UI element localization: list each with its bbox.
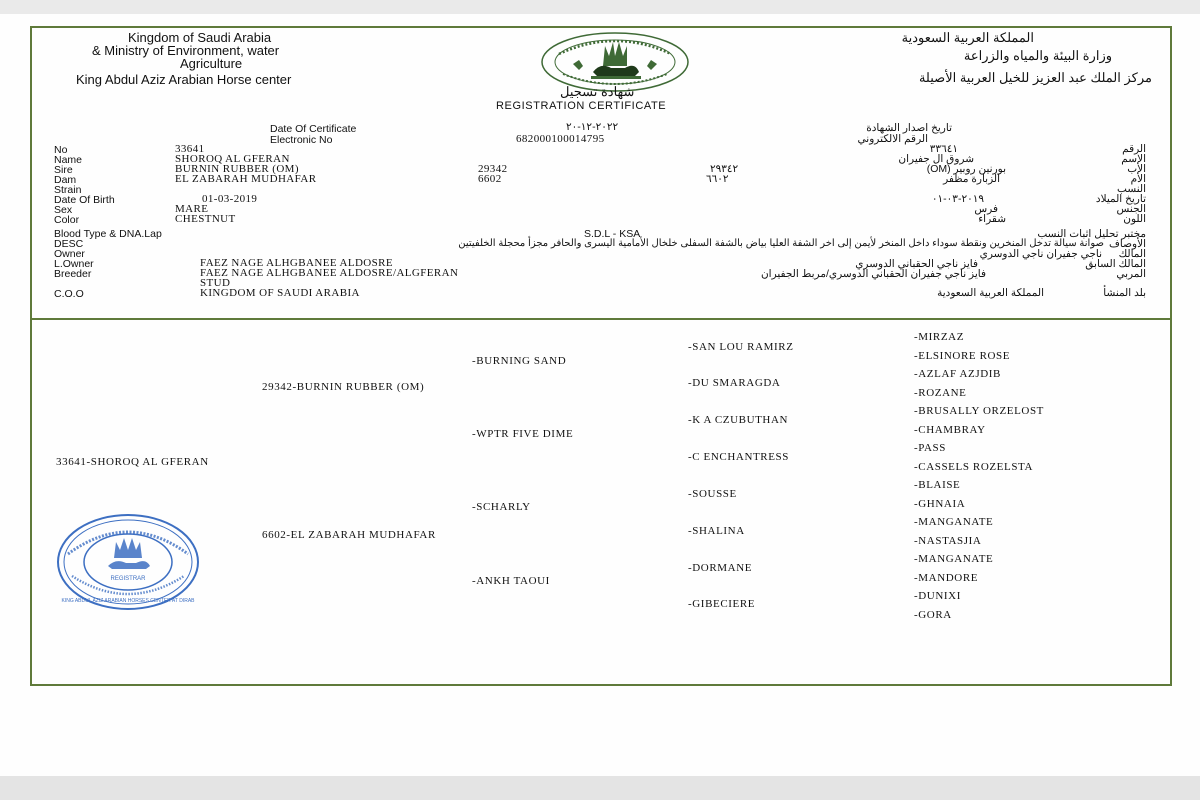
sex-value: MARE xyxy=(175,203,209,215)
strain-label-ar: النسب xyxy=(1117,183,1146,195)
pedigree-gen4-item: -CHAMBRAY xyxy=(914,424,986,436)
coo-value-ar: المملكة العربية السعودية xyxy=(937,287,1044,299)
desc-label-en: DESC xyxy=(54,238,84,250)
dob-value-ar: ٢٠١٩-٠٣-٠١ xyxy=(931,193,984,205)
name-value-ar: شروق ال جفيران xyxy=(898,153,974,165)
sex-label-en: Sex xyxy=(54,204,73,216)
desc-value-ar: صوانة سيالة تدخل المنخرين ونقطة سوداء داخل المنخر لأيمن إلى اخر الشفة العليا بياض بالشفة السفلى خلخال الأمامية اليسرى والحافر مجزأ محجلة الخلفيتين xyxy=(458,238,1104,249)
blood-value: S.D.L - KSA xyxy=(584,228,641,240)
sire-number: 29342 xyxy=(478,163,508,175)
header-en-line3: Agriculture xyxy=(180,56,243,71)
pedigree-gen3-item: -K A CZUBUTHAN xyxy=(688,414,789,426)
pedigree-gen4-item: -MANGANATE xyxy=(914,553,994,565)
dam-number: 6602 xyxy=(478,173,502,185)
sire-label-ar: الأب xyxy=(1127,163,1146,175)
border-left xyxy=(30,26,32,686)
stamp-ring-text: KING ABDUL AZIZ ARABIAN HORSES CENTER AT DIRAB xyxy=(61,598,195,604)
owner-value-ar: ناجي جفيران ناجي الدوسري xyxy=(979,248,1102,260)
color-value-ar: شقراء xyxy=(978,213,1006,225)
desc-label-ar: الأوصاف xyxy=(1109,238,1146,250)
pedigree-dam: 6602-EL ZABARAH MUDHAFAR xyxy=(262,529,436,541)
dam-value-ar: الزبارة مظفر xyxy=(943,173,1000,185)
l-owner-value: FAEZ NAGE ALHGBANEE ALDOSRE xyxy=(200,257,394,269)
pedigree-gen4-item: -GHNAIA xyxy=(914,498,966,510)
pedigree-gen4-item: -BLAISE xyxy=(914,479,961,491)
dob-label-ar: تاريخ الميلاد xyxy=(1095,193,1146,205)
dam-value: EL ZABARAH MUDHAFAR xyxy=(175,173,317,185)
sire-value: BURNIN RUBBER (OM) xyxy=(175,163,299,175)
owner-label-en: Owner xyxy=(54,248,85,260)
l-owner-label-ar: المالك السابق xyxy=(1085,258,1146,270)
name-value: SHOROQ AL GFERAN xyxy=(175,153,290,165)
border-bottom xyxy=(30,684,1172,686)
coo-value: KINGDOM OF SAUDI ARABIA xyxy=(200,287,360,299)
header-en-line1: Kingdom of Saudi Arabia xyxy=(128,30,272,45)
coo-label-en: C.O.O xyxy=(54,288,84,300)
pedigree-gen3-item: -DORMANE xyxy=(688,562,753,574)
dob-label-en: Date Of Birth xyxy=(54,194,115,206)
breeder-value-ar: فايز ناجي جفيران الحقباني الدوسري/مربط الجفيران xyxy=(760,268,986,280)
border-middle xyxy=(30,318,1172,320)
bottom-edge xyxy=(0,776,1200,800)
pedigree-gen4-item: -BRUSALLY ORZELOST xyxy=(914,405,1044,417)
pedigree-gen2-item: -WPTR FIVE DIME xyxy=(472,428,574,440)
pedigree-gen4-item: -PASS xyxy=(914,442,946,454)
electronic-label-en: Electronic No xyxy=(270,134,333,146)
pedigree-gen4-item: -ROZANE xyxy=(914,387,967,399)
pedigree-gen3-item: -C ENCHANTRESS xyxy=(688,451,789,463)
pedigree-gen4-item: -DUNIXI xyxy=(914,590,961,602)
dob-value: 01-03-2019 xyxy=(202,193,258,205)
pedigree-gen2-item: -BURNING SAND xyxy=(472,355,567,367)
sex-value-ar: فرس xyxy=(974,203,998,215)
header-ar-line2: وزارة البيئة والمياه والزراعة xyxy=(963,48,1112,63)
sire-value-ar: بورنين روبير (OM) xyxy=(926,163,1006,175)
name-label-en: Name xyxy=(54,154,83,166)
pedigree-gen3-item: -SOUSSE xyxy=(688,488,737,500)
blood-label-en: Blood Type & DNA.Lap xyxy=(54,228,162,240)
l-owner-value-ar: فايز ناجي الحقباني الدوسري xyxy=(855,258,978,270)
sire-number-ar: ٢٩٣٤٢ xyxy=(710,163,739,175)
header-en-line4: King Abdul Aziz Arabian Horse center xyxy=(76,72,292,87)
coo-label-ar: بلد المنشأ xyxy=(1103,287,1146,299)
blood-label-ar: مختبر تحليل اثبات النسب xyxy=(1037,228,1146,240)
pedigree-gen4-item: -NASTASJIA xyxy=(914,535,982,547)
breeder-label-ar: المربي xyxy=(1116,268,1146,280)
registrar-stamp xyxy=(56,512,200,612)
pedigree-gen2-item: -SCHARLY xyxy=(472,501,531,513)
pedigree-gen2-item: -ANKH TAOUI xyxy=(472,575,550,587)
electronic-value: 682000100014795 xyxy=(516,133,605,145)
top-edge xyxy=(0,0,1200,14)
pedigree-gen4-item: -ELSINORE ROSE xyxy=(914,350,1011,362)
dam-label-en: Dam xyxy=(54,174,77,186)
pedigree-gen4-item: -MANGANATE xyxy=(914,516,994,528)
color-label-ar: اللون xyxy=(1123,213,1146,225)
pedigree-gen4-item: -AZLAF AZJDIB xyxy=(914,368,1001,380)
stamp-center-text: REGISTRAR xyxy=(110,576,146,582)
breeder-value: FAEZ NAGE ALHGBANEE ALDOSRE/ALGFERAN xyxy=(200,267,459,279)
certificate-title-en: REGISTRATION CERTIFICATE xyxy=(496,100,667,112)
pedigree-gen3-item: -SHALINA xyxy=(688,525,745,537)
l-owner-label-en: L.Owner xyxy=(54,258,94,270)
border-right xyxy=(1170,26,1172,686)
border-top xyxy=(30,26,1172,28)
certificate-title-ar: شهادة تسجيل xyxy=(560,84,635,99)
header-en-line2: & Ministry of Environment, water xyxy=(92,43,280,58)
pedigree-gen3-item: -SAN LOU RAMIRZ xyxy=(688,341,794,353)
header-ar-line1: المملكة العربية السعودية xyxy=(901,30,1034,45)
dam-label-ar: الأم xyxy=(1130,173,1146,185)
pedigree-gen4-item: -MIRZAZ xyxy=(914,331,965,343)
electronic-label-ar: الرقم الالكتروني xyxy=(857,133,928,145)
strain-label-en: Strain xyxy=(54,184,82,196)
date-label-en: Date Of Certificate xyxy=(270,123,357,135)
breeder-value-line2: STUD xyxy=(200,277,231,289)
pedigree-gen4-item: -MANDORE xyxy=(914,572,979,584)
pedigree-gen4-item: -CASSELS ROZELSTA xyxy=(914,461,1034,473)
breeder-label-en: Breeder xyxy=(54,268,92,280)
header-ar-line3: مركز الملك عبد العزيز للخيل العربية الأصيلة xyxy=(918,70,1152,85)
pedigree-horse: 33641-SHOROQ AL GFERAN xyxy=(56,456,209,468)
sex-label-ar: الجنس xyxy=(1116,203,1146,215)
no-value-ar: ٣٣٦٤١ xyxy=(929,143,958,155)
owner-label-ar: المالك xyxy=(1118,248,1146,260)
pedigree-gen4-item: -GORA xyxy=(914,609,952,621)
color-label-en: Color xyxy=(54,214,80,226)
no-label-ar: الرقم xyxy=(1122,143,1146,155)
pedigree-sire: 29342-BURNIN RUBBER (OM) xyxy=(262,381,425,393)
dam-number-ar: ٦٦٠٢ xyxy=(706,173,729,185)
date-value: ٢٠٢٢-١٢-٢٠ xyxy=(566,121,619,133)
pedigree-gen3-item: -GIBECIERE xyxy=(688,598,756,610)
sire-label-en: Sire xyxy=(54,164,73,176)
pedigree-gen3-item: -DU SMARAGDA xyxy=(688,377,781,389)
no-value: 33641 xyxy=(175,143,205,155)
name-label-ar: الاسم xyxy=(1121,153,1146,165)
color-value: CHESTNUT xyxy=(175,213,236,225)
date-label-ar: تاريخ اصدار الشهادة xyxy=(866,122,952,134)
no-label-en: No xyxy=(54,144,68,156)
